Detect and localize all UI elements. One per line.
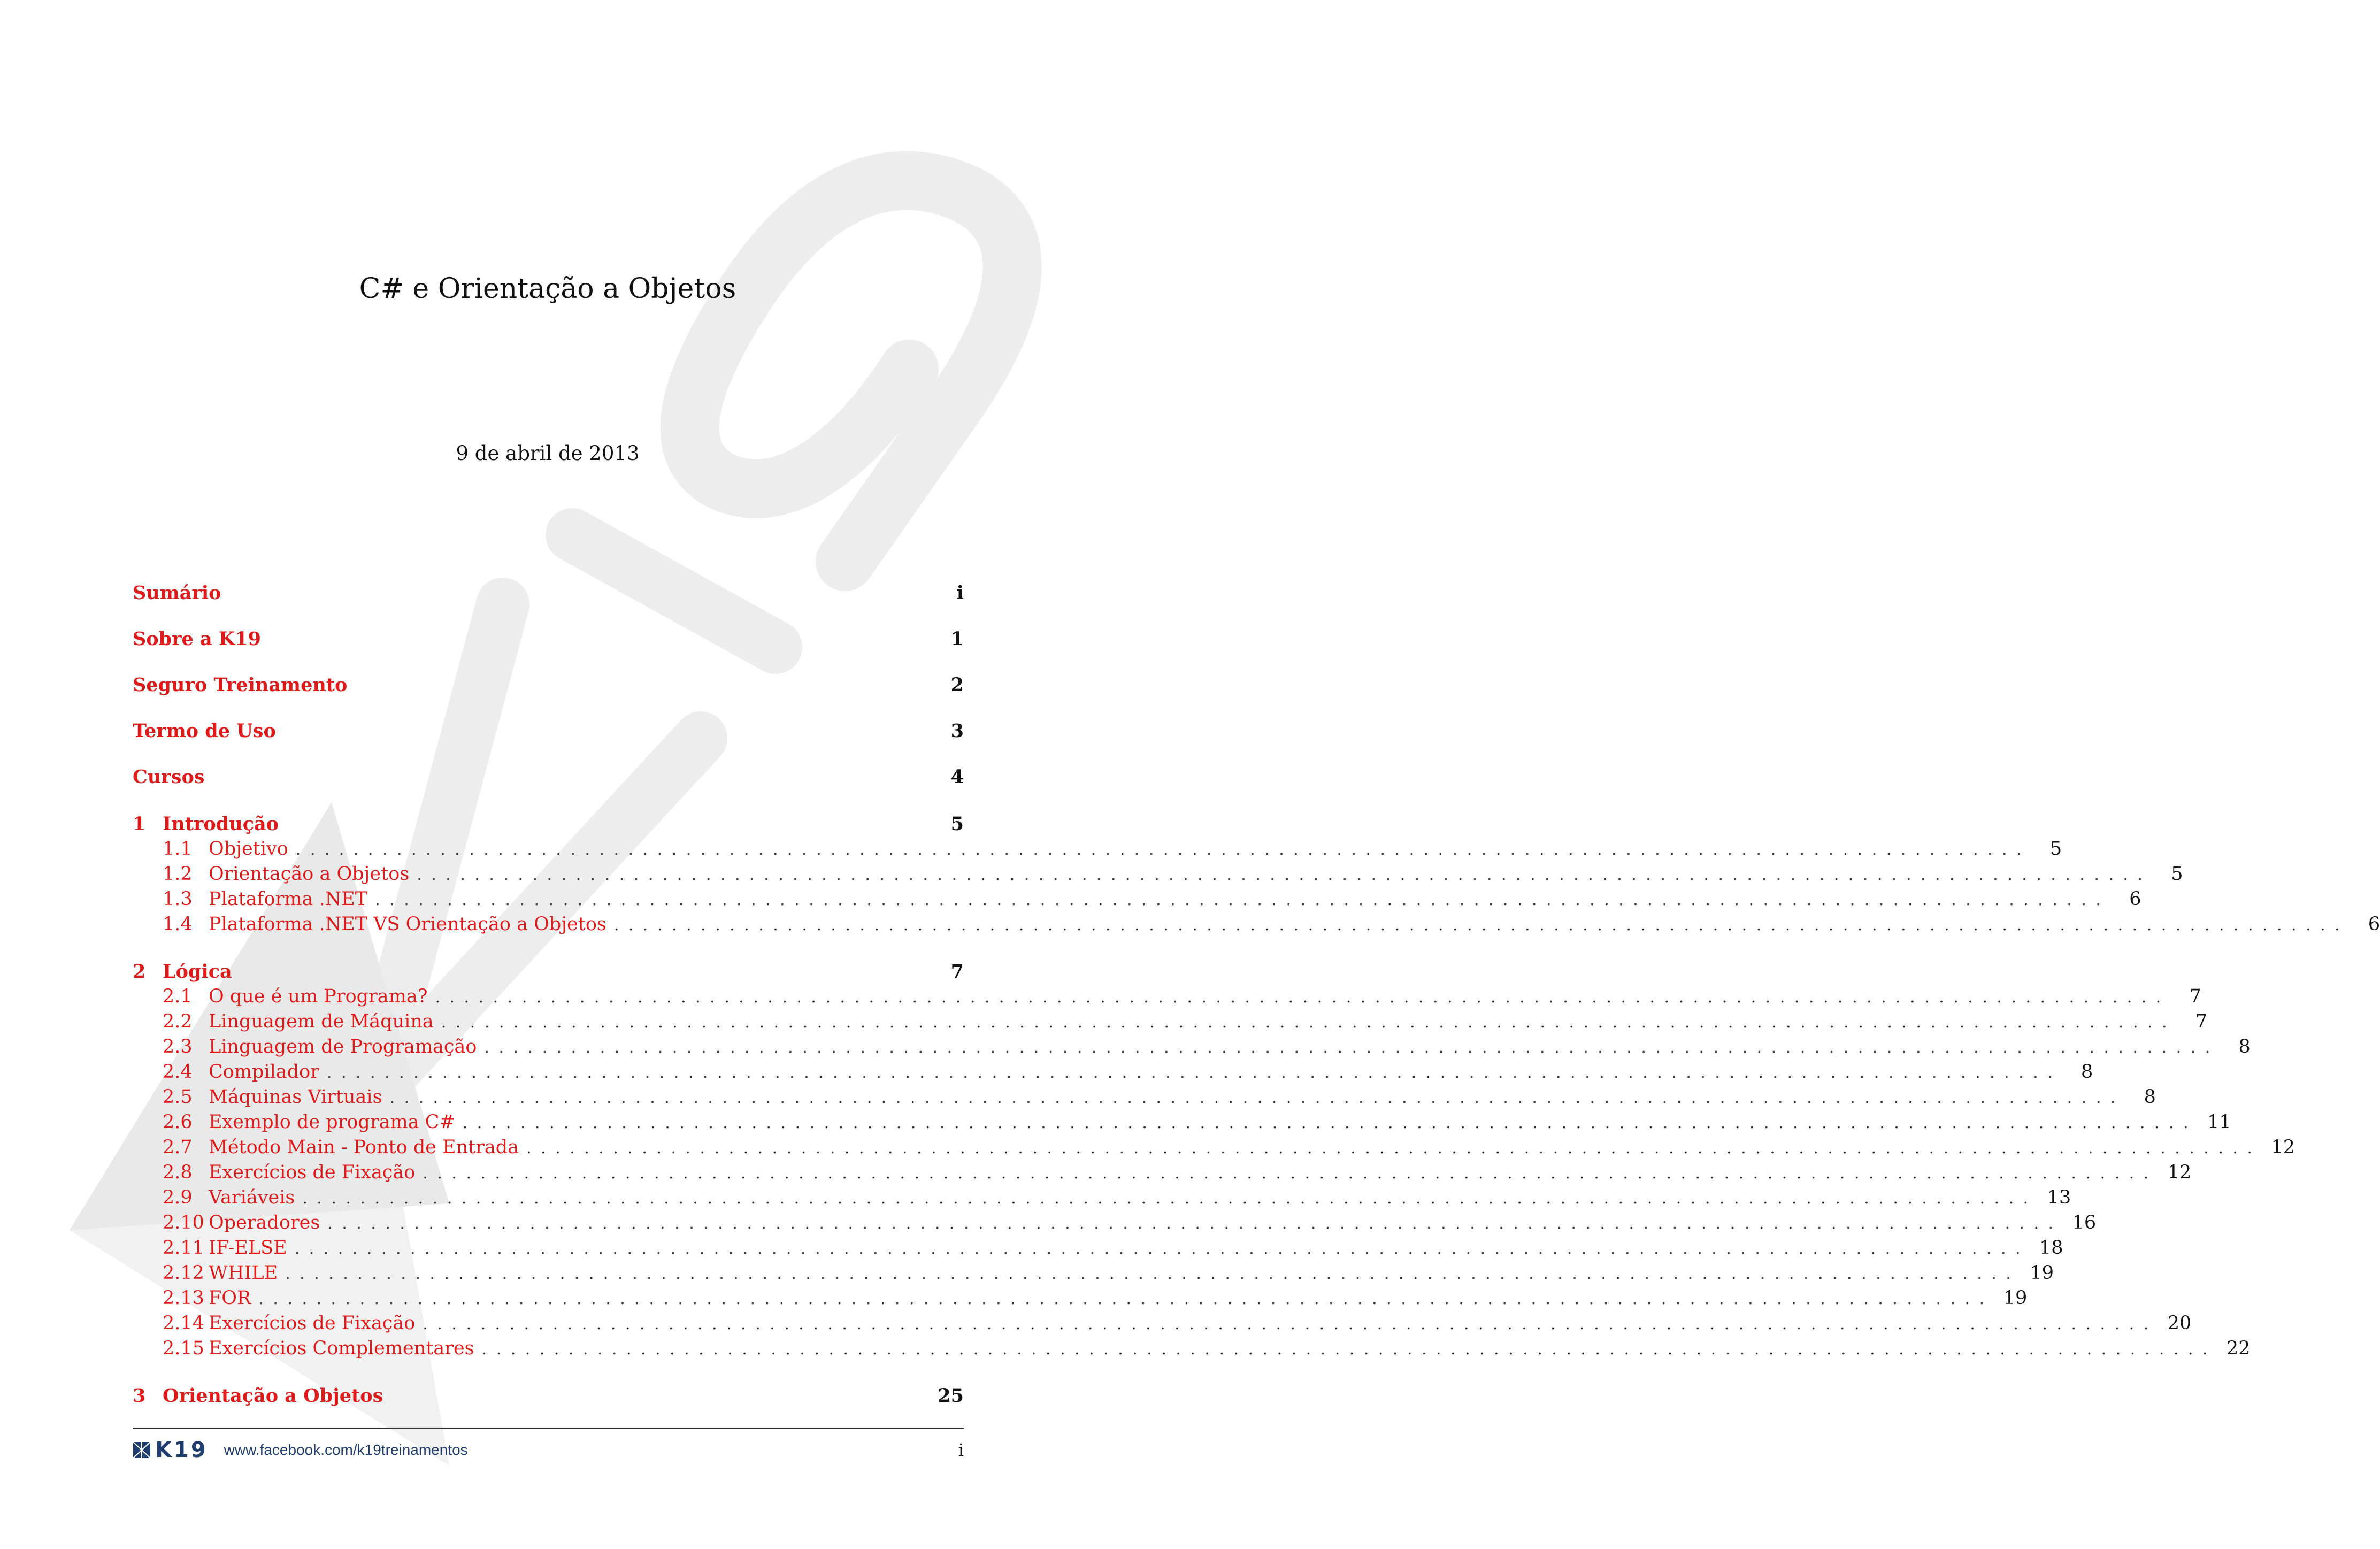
toc-section-label[interactable]: Máquinas Virtuais: [209, 1086, 382, 1108]
toc-entry-page: 4: [950, 766, 964, 788]
toc-section-number[interactable]: 2.8: [163, 1162, 193, 1183]
toc-chapter-page: 25: [938, 1385, 964, 1407]
toc-section-page: 6: [2129, 888, 2141, 910]
toc-dot-leader: ........................................................................................................................: [441, 1013, 2177, 1032]
toc-section-number[interactable]: 2.5: [163, 1086, 193, 1108]
toc-section-number[interactable]: 2.10: [163, 1212, 204, 1233]
toc-section[interactable]: [133, 986, 2201, 1011]
toc-section-number[interactable]: 2.11: [163, 1237, 204, 1259]
toc-section[interactable]: [133, 1162, 2192, 1187]
toc-section-label[interactable]: Variáveis: [209, 1187, 295, 1208]
toc-section-label[interactable]: WHILE: [209, 1262, 278, 1284]
toc-section[interactable]: [133, 888, 2141, 914]
table-of-contents: [133, 582, 2380, 1410]
toc-entry-page: 1: [950, 628, 964, 650]
toc-section-page: 5: [2171, 863, 2183, 885]
toc-entry-label[interactable]: Sumário: [133, 582, 221, 604]
toc-section-number[interactable]: 2.1: [163, 986, 193, 1007]
toc-section-page: 18: [2039, 1237, 2063, 1259]
page-date: 9 de abril de 2013: [456, 442, 640, 465]
toc-chapter-number[interactable]: 3: [133, 1385, 146, 1407]
toc-section-page: 7: [2189, 986, 2201, 1007]
toc-section[interactable]: [133, 1262, 2054, 1287]
toc-section-label[interactable]: Plataforma .NET: [209, 888, 368, 910]
toc-section-label[interactable]: Objetivo: [209, 838, 288, 860]
k19-logo-icon: [133, 1441, 151, 1459]
toc-dot-leader: ........................................................................................................................: [294, 1239, 2030, 1258]
toc-section-page: 22: [2226, 1338, 2251, 1359]
toc-section-number[interactable]: 2.12: [163, 1262, 204, 1284]
toc-section-page: 6: [2368, 914, 2380, 935]
page-footer: [133, 1438, 964, 1462]
toc-section[interactable]: [133, 1212, 2097, 1237]
toc-section[interactable]: [133, 914, 2380, 939]
toc-section-number[interactable]: 2.14: [163, 1313, 204, 1334]
toc-section-number[interactable]: 2.2: [163, 1011, 193, 1032]
toc-dot-leader: ........................................................................................................................: [302, 1189, 2038, 1208]
toc-section-page: 7: [2195, 1011, 2208, 1032]
toc-section[interactable]: [133, 1237, 2063, 1262]
toc-section-label[interactable]: Plataforma .NET VS Orientação a Objetos: [209, 914, 606, 935]
toc-section-number[interactable]: 2.9: [163, 1187, 193, 1208]
toc-entry-label[interactable]: Seguro Treinamento: [133, 674, 348, 696]
facebook-link[interactable]: www.facebook.com/k19treinamentos: [224, 1441, 468, 1458]
toc-section[interactable]: [133, 1338, 2251, 1363]
toc-section-label[interactable]: IF-ELSE: [209, 1237, 287, 1259]
toc-dot-leader: ........................................................................................................................: [389, 1088, 2125, 1107]
toc-entry[interactable]: [133, 720, 964, 745]
toc-section-label[interactable]: Orientação a Objetos: [209, 863, 410, 885]
toc-entry-label[interactable]: Sobre a K19: [133, 628, 261, 650]
toc-entry-page: 3: [950, 720, 964, 742]
toc-dot-leader: ........................................................................................................................: [295, 840, 2031, 859]
toc-section-label[interactable]: Exemplo de programa C#: [209, 1111, 455, 1133]
toc-dot-leader: ........................................................................................................................: [417, 865, 2152, 884]
toc-section-number[interactable]: 1.2: [163, 863, 193, 885]
toc-chapter-label[interactable]: Orientação a Objetos: [163, 1385, 383, 1407]
toc-dot-leader: ........................................................................................................................: [423, 1164, 2158, 1183]
toc-dot-leader: ........................................................................................................................: [481, 1340, 2217, 1359]
toc-section-label[interactable]: FOR: [209, 1287, 251, 1309]
toc-section-number[interactable]: 2.15: [163, 1338, 204, 1359]
toc-section[interactable]: [133, 1313, 2192, 1338]
toc-chapter-label[interactable]: Lógica: [163, 961, 232, 983]
toc-section-page: 16: [2072, 1212, 2097, 1233]
toc-dot-leader: ........................................................................................................................: [258, 1290, 1994, 1308]
toc-section-page: 12: [2271, 1137, 2295, 1158]
page-title: C# e Orientação a Objetos: [359, 273, 736, 305]
toc-chapter-number[interactable]: 1: [133, 813, 146, 835]
toc-section-label[interactable]: Linguagem de Programação: [209, 1036, 477, 1057]
toc-section-page: 20: [2167, 1313, 2192, 1334]
toc-section[interactable]: [133, 1061, 2093, 1086]
toc-section-page: 8: [2144, 1086, 2156, 1108]
toc-dot-leader: ........................................................................................................................: [526, 1139, 2262, 1157]
toc-section[interactable]: [133, 863, 2183, 888]
toc-section-label[interactable]: Linguagem de Máquina: [209, 1011, 434, 1032]
toc-section-number[interactable]: 1.4: [163, 914, 193, 935]
toc-section[interactable]: [133, 1287, 2028, 1313]
toc-section-label[interactable]: Exercícios de Fixação: [209, 1313, 416, 1334]
toc-dot-leader: ........................................................................................................................: [435, 988, 2170, 1007]
toc-section-page: 8: [2080, 1061, 2093, 1083]
toc-chapter-label[interactable]: Introdução: [163, 813, 279, 835]
toc-entry[interactable]: [133, 582, 964, 607]
toc-entry[interactable]: [133, 628, 964, 653]
toc-chapter-page: 7: [950, 961, 964, 983]
toc-entry[interactable]: [133, 766, 964, 791]
toc-section-number[interactable]: 2.13: [163, 1287, 204, 1309]
toc-dot-leader: ........................................................................................................................: [327, 1214, 2063, 1233]
toc-section-number[interactable]: 2.6: [163, 1111, 193, 1133]
toc-section-page: 8: [2238, 1036, 2251, 1057]
toc-section-number[interactable]: 2.3: [163, 1036, 193, 1057]
toc-chapter[interactable]: [133, 961, 964, 986]
toc-section-page: 13: [2047, 1187, 2071, 1208]
toc-section-number[interactable]: 1.3: [163, 888, 193, 910]
footer-page-number: i: [958, 1440, 964, 1460]
toc-entry[interactable]: [133, 674, 964, 699]
toc-section-label[interactable]: Exercícios de Fixação: [209, 1162, 416, 1183]
toc-section[interactable]: [133, 838, 2062, 863]
toc-dot-leader: ........................................................................................................................: [423, 1315, 2158, 1333]
toc-section[interactable]: [133, 1111, 2231, 1137]
toc-section-label[interactable]: Operadores: [209, 1212, 320, 1233]
toc-section-label[interactable]: Compilador: [209, 1061, 319, 1083]
toc-dot-leader: ........................................................................................................................: [285, 1264, 2021, 1283]
toc-dot-leader: ........................................................................................................................: [375, 891, 2110, 909]
toc-section-page: 19: [2003, 1287, 2028, 1309]
toc-chapter[interactable]: [133, 813, 964, 838]
toc-section[interactable]: [133, 1086, 2156, 1111]
toc-section-number[interactable]: 2.7: [163, 1137, 193, 1158]
toc-chapter-number[interactable]: 2: [133, 961, 146, 983]
toc-section[interactable]: [133, 1011, 2208, 1036]
toc-dot-leader: ........................................................................................................................: [613, 916, 2350, 934]
toc-chapter-page: 5: [950, 813, 964, 835]
toc-section[interactable]: [133, 1137, 2295, 1162]
toc-chapter[interactable]: [133, 1385, 964, 1410]
toc-section-page: 11: [2207, 1111, 2231, 1133]
toc-section-page: 12: [2167, 1162, 2192, 1183]
toc-section-number[interactable]: 1.1: [163, 838, 193, 860]
toc-entry-page: i: [956, 582, 964, 604]
toc-section-label[interactable]: Método Main - Ponto de Entrada: [209, 1137, 519, 1158]
toc-entry-label[interactable]: Cursos: [133, 766, 205, 788]
toc-dot-leader: ........................................................................................................................: [462, 1114, 2198, 1132]
toc-dot-leader: ........................................................................................................................: [326, 1063, 2062, 1082]
toc-entry-page: 2: [950, 674, 964, 696]
toc-section-number[interactable]: 2.4: [163, 1061, 193, 1083]
k19-logo-text: K19: [155, 1438, 208, 1462]
toc-section-label[interactable]: O que é um Programa?: [209, 986, 428, 1007]
toc-section-label[interactable]: Exercícios Complementares: [209, 1338, 474, 1359]
toc-section-page: 5: [2049, 838, 2062, 860]
footer-rule: [133, 1428, 964, 1429]
toc-section[interactable]: [133, 1036, 2251, 1061]
toc-entry-label[interactable]: Termo de Uso: [133, 720, 276, 742]
toc-section-page: 19: [2030, 1262, 2054, 1284]
toc-section[interactable]: [133, 1187, 2071, 1212]
toc-dot-leader: ........................................................................................................................: [484, 1038, 2220, 1057]
